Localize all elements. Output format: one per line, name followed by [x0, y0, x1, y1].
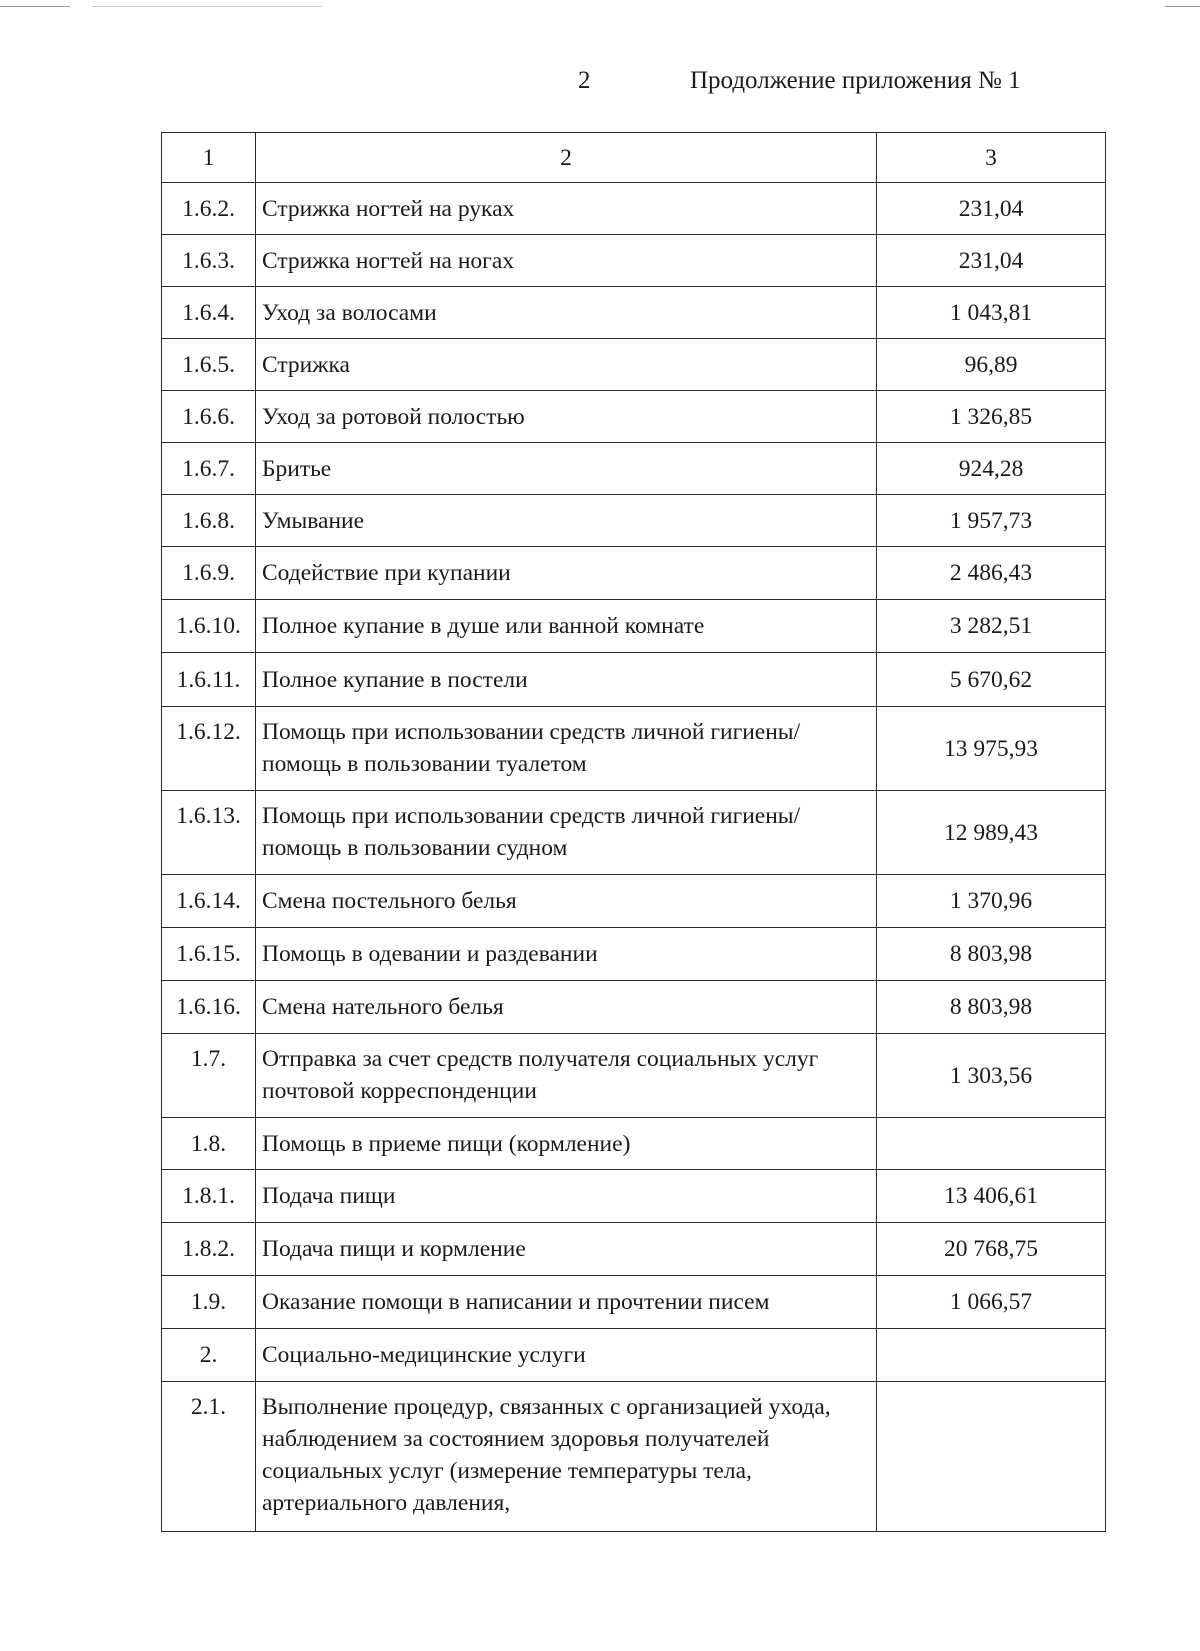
row-service-name: Помощь при использовании средств личной гигиены/ помощь в пользовании судном [256, 791, 877, 875]
table-row [162, 1118, 1106, 1170]
row-price: 231,04 [877, 183, 1106, 235]
row-price: 3 282,51 [877, 600, 1106, 653]
table-row [162, 707, 1106, 791]
row-price: 1 066,57 [877, 1276, 1106, 1329]
row-service-name: Помощь при использовании средств личной гигиены/помощь в пользовании туалетом [256, 707, 877, 791]
row-service-name: Помощь в приеме пищи (кормление) [256, 1118, 877, 1170]
row-price: 2 486,43 [877, 547, 1106, 600]
row-number: 1.6.16. [162, 981, 256, 1034]
scan-edge-line-left [0, 6, 70, 7]
table-row [162, 287, 1106, 339]
row-price: 20 768,75 [877, 1223, 1106, 1276]
services-price-table [161, 132, 1106, 1532]
row-price: 8 803,98 [877, 981, 1106, 1034]
row-number: 1.7. [162, 1034, 256, 1118]
row-price: 1 043,81 [877, 287, 1106, 339]
row-number: 1.6.12. [162, 707, 256, 791]
row-price: 12 989,43 [877, 791, 1106, 875]
table-row [162, 1170, 1106, 1223]
table-row [162, 547, 1106, 600]
scan-edge-line-right [1165, 6, 1200, 7]
row-service-name: Смена нательного белья [256, 981, 877, 1034]
row-number: 1.6.7. [162, 443, 256, 495]
table-row [162, 1223, 1106, 1276]
row-price: 1 326,85 [877, 391, 1106, 443]
row-service-name: Оказание помощи в написании и прочтении писем [256, 1276, 877, 1329]
table-row [162, 339, 1106, 391]
row-service-name: Стрижка ногтей на ногах [256, 235, 877, 287]
row-number: 1.8.2. [162, 1223, 256, 1276]
row-service-name: Бритье [256, 443, 877, 495]
row-number: 1.6.2. [162, 183, 256, 235]
row-number: 1.6.15. [162, 928, 256, 981]
row-service-name: Стрижка ногтей на руках [256, 183, 877, 235]
table-row [162, 443, 1106, 495]
table-row [162, 235, 1106, 287]
row-price: 96,89 [877, 339, 1106, 391]
row-service-name: Содействие при купании [256, 547, 877, 600]
row-number: 1.8.1. [162, 1170, 256, 1223]
row-price [877, 1382, 1106, 1532]
table-row [162, 928, 1106, 981]
table-row [162, 1276, 1106, 1329]
row-number: 1.9. [162, 1276, 256, 1329]
row-price: 1 957,73 [877, 495, 1106, 547]
table-row [162, 600, 1106, 653]
table-row [162, 981, 1106, 1034]
row-price: 1 370,96 [877, 875, 1106, 928]
row-number: 1.6.8. [162, 495, 256, 547]
table-row [162, 1329, 1106, 1382]
row-service-name: Социально-медицинские услуги [256, 1329, 877, 1382]
row-number: 1.8. [162, 1118, 256, 1170]
table-row [162, 183, 1106, 235]
row-service-name: Умывание [256, 495, 877, 547]
row-price: 13 406,61 [877, 1170, 1106, 1223]
row-number: 2. [162, 1329, 256, 1382]
row-price [877, 1118, 1106, 1170]
header-cell-name: 2 [256, 133, 877, 183]
table-row [162, 391, 1106, 443]
row-service-name: Полное купание в постели [256, 653, 877, 707]
table-row [162, 791, 1106, 875]
table-row [162, 875, 1106, 928]
row-service-name: Подача пищи и кормление [256, 1223, 877, 1276]
row-number: 2.1. [162, 1382, 256, 1532]
row-price: 1 303,56 [877, 1034, 1106, 1118]
row-service-name: Стрижка [256, 339, 877, 391]
header-cell-number: 1 [162, 133, 256, 183]
row-price: 924,28 [877, 443, 1106, 495]
row-price: 8 803,98 [877, 928, 1106, 981]
page-number: 2 [578, 67, 591, 94]
row-service-name: Полное купание в душе или ванной комнате [256, 600, 877, 653]
row-number: 1.6.9. [162, 547, 256, 600]
scan-edge-line-center [92, 6, 322, 7]
row-number: 1.6.10. [162, 600, 256, 653]
row-service-name: Уход за ротовой полостью [256, 391, 877, 443]
row-service-name: Подача пищи [256, 1170, 877, 1223]
row-number: 1.6.11. [162, 653, 256, 707]
row-number: 1.6.6. [162, 391, 256, 443]
row-number: 1.6.14. [162, 875, 256, 928]
row-price [877, 1329, 1106, 1382]
row-service-name: Смена постельного белья [256, 875, 877, 928]
table-header-row [162, 133, 1106, 183]
header-cell-price: 3 [877, 133, 1106, 183]
row-service-name: Уход за волосами [256, 287, 877, 339]
row-service-name: Выполнение процедур, связанных с организацией ухода, наблюдением за состоянием здоровья получателей социальных услуг (измерение температуры тела, артериального давления, [256, 1382, 877, 1532]
row-number: 1.6.3. [162, 235, 256, 287]
row-price: 5 670,62 [877, 653, 1106, 707]
table-row [162, 1382, 1106, 1532]
row-number: 1.6.4. [162, 287, 256, 339]
table-row [162, 495, 1106, 547]
row-number: 1.6.5. [162, 339, 256, 391]
table-row [162, 1034, 1106, 1118]
row-number: 1.6.13. [162, 791, 256, 875]
table-row [162, 653, 1106, 707]
row-service-name: Отправка за счет средств получателя социальных услуг почтовой корреспонденции [256, 1034, 877, 1118]
continuation-label: Продолжение приложения № 1 [690, 67, 1021, 94]
row-price: 231,04 [877, 235, 1106, 287]
row-service-name: Помощь в одевании и раздевании [256, 928, 877, 981]
row-price: 13 975,93 [877, 707, 1106, 791]
